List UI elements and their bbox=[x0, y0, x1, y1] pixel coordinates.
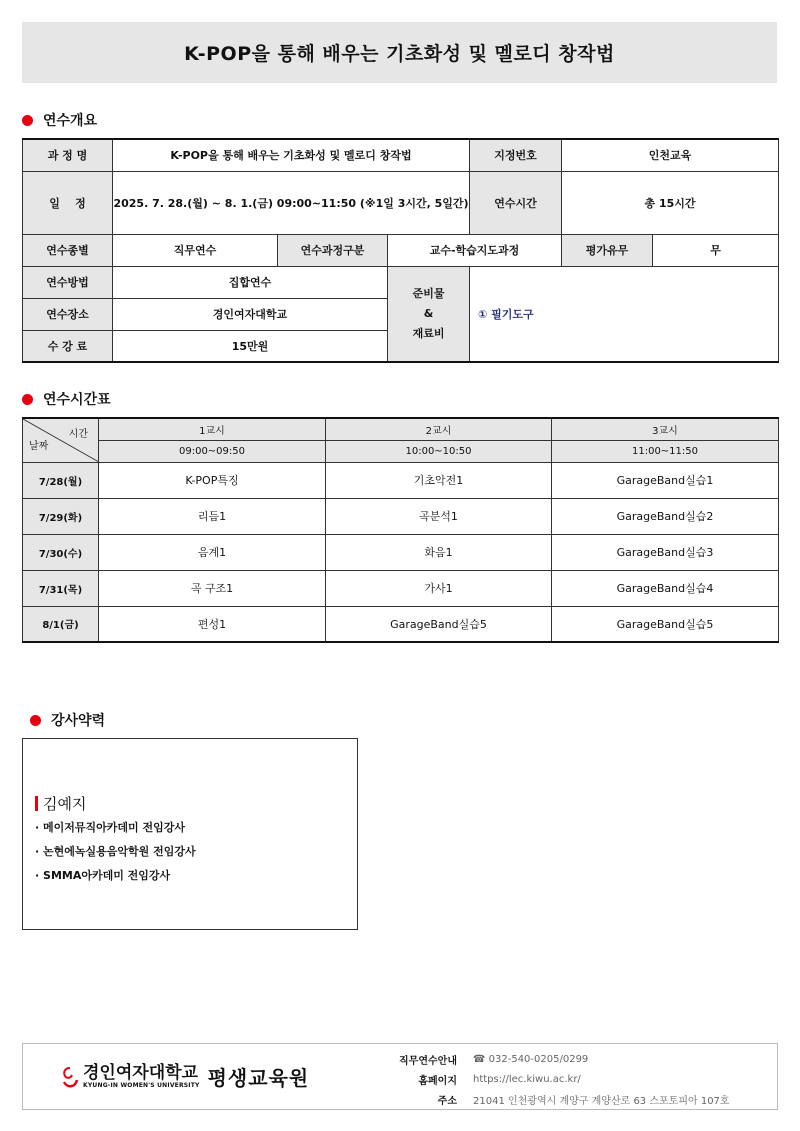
schedule-cell: 화음1 bbox=[326, 534, 552, 570]
materials-label-line: & bbox=[423, 306, 434, 320]
schedule-cell: GarageBand실습5 bbox=[326, 606, 552, 642]
dates-value: 2025. 7. 28.(월) ~ 8. 1.(금) 09:00~11:50 (※1일 3시간, 5일간) bbox=[113, 171, 470, 234]
schedule-cell: GarageBand실습1 bbox=[552, 462, 779, 498]
table-row bbox=[23, 462, 779, 498]
type-value: 직무연수 bbox=[113, 234, 278, 266]
fee-value: 15만원 bbox=[113, 330, 388, 362]
period-time: 09:00~09:50 bbox=[99, 440, 326, 462]
logo-english: KYUNG-IN WOMEN'S UNIVERSITY bbox=[83, 1081, 200, 1089]
schedule-date: 7/28(월) bbox=[23, 462, 99, 498]
corner-time-label: 시간 bbox=[68, 429, 88, 440]
evaluation-value: 무 bbox=[653, 234, 779, 266]
red-dot-icon bbox=[22, 394, 33, 405]
university-emblem-icon bbox=[61, 1066, 79, 1088]
fee-label: 수 강 료 bbox=[23, 330, 113, 362]
address-value: 21041 인천광역시 계양구 계양산로 63 스포토피아 107호 bbox=[473, 1095, 730, 1107]
schedule-cell: 가사1 bbox=[326, 570, 552, 606]
materials-label-line: 재료비 bbox=[412, 326, 445, 340]
course-name-value: K-POP을 통해 배우는 기초화성 및 멜로디 창작법 bbox=[113, 139, 470, 171]
table-row bbox=[23, 570, 779, 606]
period-time: 11:00~11:50 bbox=[552, 440, 779, 462]
method-value: 집합연수 bbox=[113, 266, 388, 298]
course-name-label: 과 정 명 bbox=[23, 139, 113, 171]
table-row bbox=[23, 498, 779, 534]
instructor-name bbox=[35, 793, 86, 814]
period-time: 10:00~10:50 bbox=[326, 440, 552, 462]
schedule-date: 7/29(화) bbox=[23, 498, 99, 534]
schedule-date: 8/1(금) bbox=[23, 606, 99, 642]
hours-label: 연수시간 bbox=[470, 171, 562, 234]
evaluation-label: 평가유무 bbox=[562, 234, 653, 266]
period-name: 1교시 bbox=[99, 418, 326, 440]
instructor-name-text: 김예지 bbox=[43, 795, 87, 813]
materials-label bbox=[388, 266, 470, 362]
contact-label: 직무연수안내 bbox=[399, 1055, 457, 1067]
schedule-cell: GarageBand실습2 bbox=[552, 498, 779, 534]
schedule-date: 7/31(목) bbox=[23, 570, 99, 606]
materials-value: ① 필기도구 bbox=[470, 266, 779, 362]
designation-label: 지정번호 bbox=[470, 139, 562, 171]
homepage-label: 홈페이지 bbox=[418, 1075, 457, 1087]
schedule-cell: GarageBand실습5 bbox=[552, 606, 779, 642]
contact-value: ☎ 032-540-0205/0299 bbox=[473, 1053, 589, 1065]
venue-label: 연수장소 bbox=[23, 298, 113, 330]
address-label: 주소 bbox=[437, 1095, 457, 1107]
university-logo bbox=[61, 1062, 309, 1091]
schedule-cell: 곡 구조1 bbox=[99, 570, 326, 606]
designation-value: 인천교육 bbox=[562, 139, 779, 171]
section-header-instructor bbox=[30, 710, 105, 730]
logo-korean: 경인여자대학교 bbox=[83, 1062, 198, 1083]
corner-date-label: 날짜 bbox=[29, 440, 49, 452]
category-value: 교수-학습지도과정 bbox=[388, 234, 562, 266]
footer bbox=[22, 1043, 778, 1110]
schedule-corner-cell bbox=[23, 418, 99, 462]
schedule-cell: GarageBand실습3 bbox=[552, 534, 779, 570]
method-label: 연수방법 bbox=[23, 266, 113, 298]
period-name: 3교시 bbox=[552, 418, 779, 440]
category-label: 연수과정구분 bbox=[278, 234, 388, 266]
venue-value: 경인여자대학교 bbox=[113, 298, 388, 330]
homepage-link[interactable]: https://lec.kiwu.ac.kr/ bbox=[473, 1073, 581, 1085]
materials-label-line: 준비물 bbox=[412, 286, 445, 300]
title-bar bbox=[22, 22, 777, 83]
instructor-box bbox=[22, 738, 358, 930]
contact-info bbox=[383, 1049, 730, 1109]
schedule-date: 7/30(수) bbox=[23, 534, 99, 570]
table-row bbox=[23, 606, 779, 642]
schedule-cell: 편성1 bbox=[99, 606, 326, 642]
section-header-overview bbox=[22, 110, 97, 130]
red-bar-icon bbox=[35, 796, 38, 811]
red-dot-icon bbox=[22, 115, 33, 126]
list-item: · SMMA아카데미 전임강사 bbox=[35, 865, 196, 889]
dates-label: 일 정 bbox=[23, 171, 113, 234]
schedule-cell: GarageBand실습4 bbox=[552, 570, 779, 606]
schedule-cell: 곡분석1 bbox=[326, 498, 552, 534]
logo-subtitle: 평생교육원 bbox=[207, 1066, 310, 1090]
type-label: 연수종별 bbox=[23, 234, 113, 266]
section-title: 연수개요 bbox=[43, 113, 98, 129]
schedule-cell: 리듬1 bbox=[99, 498, 326, 534]
list-item: · 논현에녹실용음악학원 전임강사 bbox=[35, 841, 196, 865]
hours-value: 총 15시간 bbox=[562, 171, 779, 234]
schedule-cell: 음계1 bbox=[99, 534, 326, 570]
section-title: 연수시간표 bbox=[43, 392, 111, 408]
red-dot-icon bbox=[30, 715, 41, 726]
section-header-schedule bbox=[22, 389, 111, 409]
page-title: K-POP을 통해 배우는 기초화성 및 멜로디 창작법 bbox=[184, 43, 615, 65]
period-name: 2교시 bbox=[326, 418, 552, 440]
table-row bbox=[23, 534, 779, 570]
schedule-table bbox=[22, 417, 779, 643]
schedule-cell: K-POP특징 bbox=[99, 462, 326, 498]
schedule-cell: 기초악전1 bbox=[326, 462, 552, 498]
list-item: · 메이저뮤직아카데미 전임강사 bbox=[35, 817, 196, 841]
overview-table bbox=[22, 138, 779, 363]
section-title: 강사약력 bbox=[51, 713, 106, 729]
career-list bbox=[35, 817, 196, 889]
